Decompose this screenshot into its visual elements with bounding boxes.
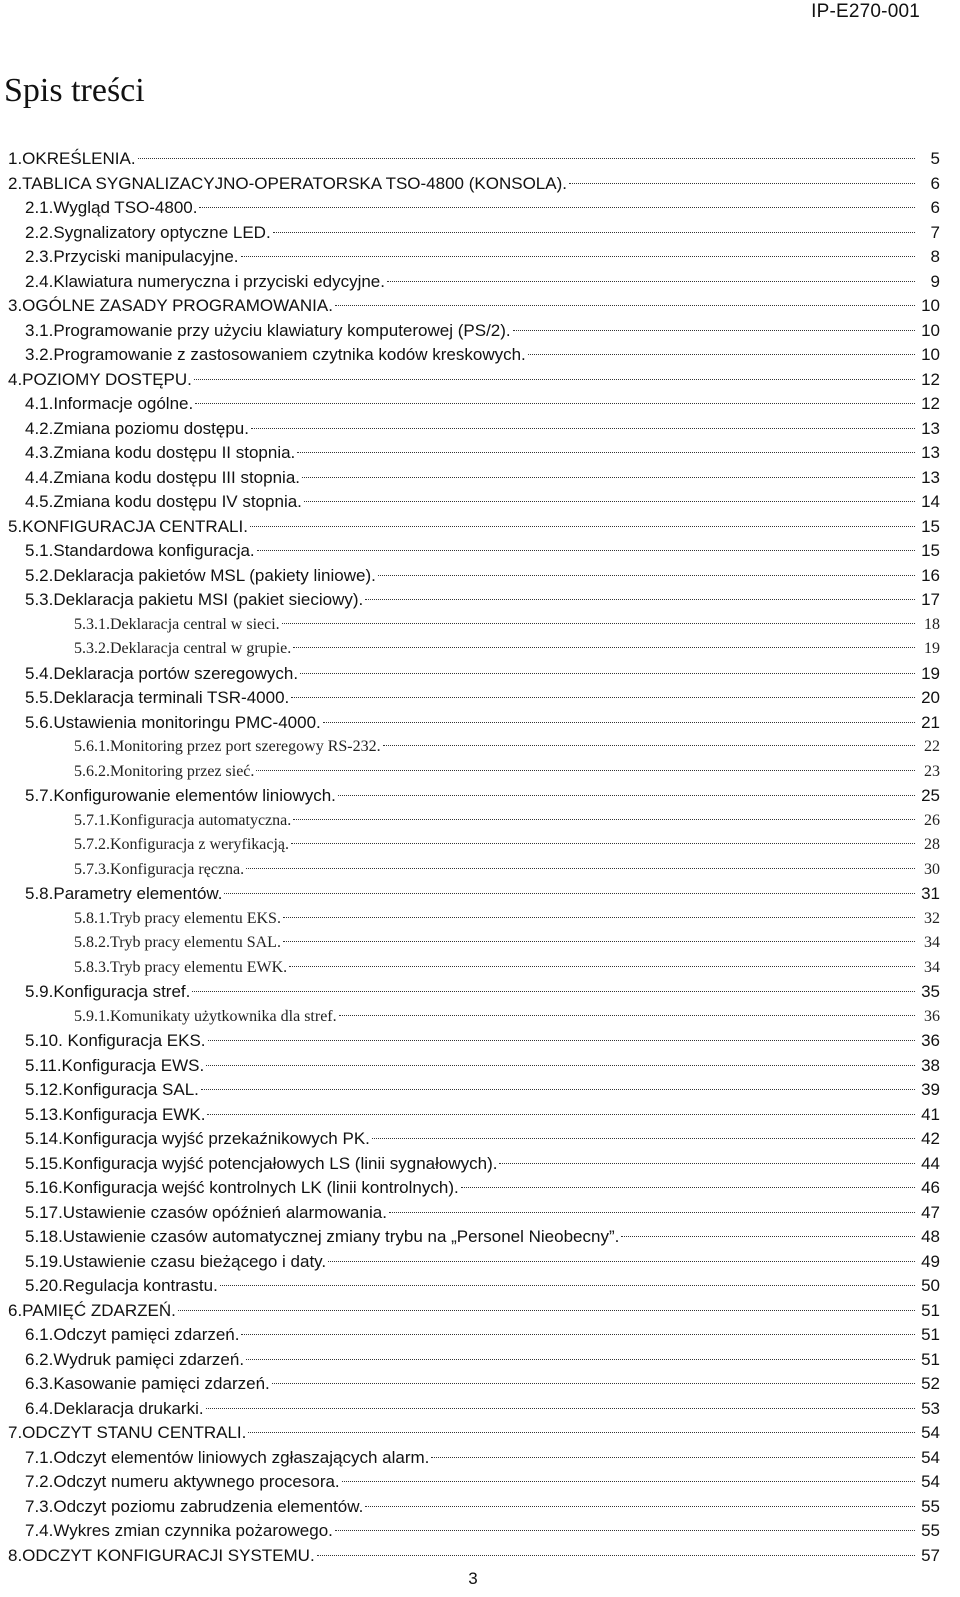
toc-entry[interactable] — [0, 1348, 960, 1373]
toc-entry-page: 36 — [921, 1031, 940, 1050]
toc-entry-label: 5.9.Konfiguracja stref. — [25, 982, 191, 1001]
toc-entry[interactable] — [0, 1274, 960, 1299]
toc-entry[interactable] — [0, 760, 960, 785]
dot-leader — [389, 1212, 915, 1213]
toc-entry-page: 47 — [921, 1202, 940, 1222]
toc-entry-page: 28 — [924, 836, 940, 853]
toc-entry-page: 21 — [921, 712, 940, 732]
toc-entry-label: 1.OKREŚLENIA. — [8, 149, 136, 168]
dot-leader — [138, 158, 915, 159]
toc-entry[interactable] — [0, 735, 960, 760]
toc-entry-label: 7.ODCZYT STANU CENTRALI. — [8, 1423, 247, 1442]
toc-entry-label: 5.9.1.Komunikaty użytkownika dla stref. — [74, 1007, 337, 1025]
dot-leader — [621, 1236, 915, 1237]
toc-entry-label: 5.1.Standardowa konfiguracja. — [25, 541, 255, 560]
toc-entry-label: 2.4.Klawiatura numeryczna i przyciski edycyjne. — [25, 271, 385, 291]
toc-entry-page: 53 — [921, 1398, 940, 1418]
toc-entry-page: 41 — [921, 1104, 940, 1124]
toc-entry-page: 14 — [921, 492, 940, 511]
toc-entry[interactable] — [0, 1152, 960, 1177]
toc-entry[interactable] — [0, 221, 960, 246]
toc-entry-label: 4.2.Zmiana poziomu dostępu. — [25, 418, 249, 438]
dot-leader — [328, 1261, 915, 1262]
toc-entry-label: 5.16.Konfiguracja wejść kontrolnych LK (linii kontrolnych). — [25, 1178, 459, 1197]
dot-leader — [246, 868, 915, 869]
toc-entry[interactable] — [0, 270, 960, 295]
toc-entry[interactable] — [0, 343, 960, 368]
dot-leader — [199, 207, 915, 208]
dot-leader — [335, 305, 915, 306]
toc-entry-label: 4.POZIOMY DOSTĘPU. — [8, 369, 192, 389]
toc-entry[interactable] — [0, 613, 960, 638]
toc-entry-label: 6.3.Kasowanie pamięci zdarzeń. — [25, 1374, 270, 1393]
toc-entry-label: 4.3.Zmiana kodu dostępu II stopnia. — [25, 443, 296, 462]
toc-entry-label: 5.3.Deklaracja pakietu MSI (pakiet sieciowy). — [25, 590, 364, 609]
toc-entry[interactable] — [0, 392, 960, 417]
dot-leader — [195, 403, 915, 404]
dot-leader — [335, 1530, 915, 1531]
toc-entry[interactable] — [0, 1372, 960, 1397]
toc-entry-page: 57 — [921, 1545, 940, 1565]
toc-entry-page: 10 — [921, 296, 940, 315]
toc-entry[interactable] — [0, 539, 960, 564]
dot-leader — [206, 1065, 915, 1066]
toc-entry[interactable] — [0, 637, 960, 662]
toc-entry-page: 9 — [930, 271, 940, 291]
dot-leader — [431, 1457, 915, 1458]
toc-entry-label: 5.KONFIGURACJA CENTRALI. — [8, 516, 248, 536]
toc-entry-label: 8.ODCZYT KONFIGURACJI SYSTEMU. — [8, 1545, 315, 1565]
toc-entry[interactable] — [0, 147, 960, 172]
toc-entry-label: 5.8.Parametry elementów. — [25, 884, 223, 903]
toc-entry-page: 12 — [921, 394, 940, 413]
toc-entry-page: 39 — [921, 1080, 940, 1099]
toc-entry-page: 13 — [921, 467, 940, 487]
toc-entry-label: 5.6.Ustawienia monitoringu PMC-4000. — [25, 712, 321, 732]
toc-entry-label: 5.8.3.Tryb pracy elementu EWK. — [74, 958, 288, 976]
dot-leader — [178, 1310, 915, 1311]
toc-entry-page: 51 — [921, 1325, 940, 1344]
toc-entry[interactable] — [0, 1544, 960, 1569]
dot-leader — [206, 1408, 915, 1409]
toc-entry-page: 19 — [921, 663, 940, 683]
dot-leader — [283, 917, 915, 918]
toc-entry[interactable] — [0, 1201, 960, 1226]
toc-entry-page: 36 — [924, 1007, 940, 1025]
toc-entry[interactable] — [0, 319, 960, 344]
dot-leader — [282, 623, 915, 624]
toc-entry-label: 5.20.Regulacja kontrastu. — [25, 1276, 218, 1295]
dot-leader — [201, 1089, 915, 1090]
toc-entry-label: 5.15.Konfiguracja wyjść potencjałowych LS (linii sygnałowych). — [25, 1153, 498, 1173]
dot-leader — [304, 501, 915, 502]
toc-title: Spis treści — [4, 72, 145, 109]
dot-leader — [365, 599, 915, 600]
toc-entry-label: 5.7.3.Konfiguracja ręczna. — [74, 860, 245, 878]
toc-entry-page: 46 — [921, 1178, 940, 1197]
dot-leader — [220, 1285, 915, 1286]
dot-leader — [246, 1359, 915, 1360]
dot-leader — [283, 941, 915, 942]
toc-entry-page: 20 — [921, 688, 940, 707]
toc-entry-page: 12 — [921, 369, 940, 389]
toc-entry[interactable] — [0, 1078, 960, 1103]
toc-entry-page: 30 — [924, 860, 940, 878]
dot-leader — [272, 1383, 915, 1384]
toc-entry[interactable] — [0, 466, 960, 491]
dot-leader — [499, 1163, 915, 1164]
toc-entry-label: 5.18.Ustawienie czasów automatycznej zmiany trybu na „Personel Nieobecny”. — [25, 1227, 620, 1246]
toc-entry-page: 48 — [921, 1227, 940, 1246]
toc-entry-label: 4.5.Zmiana kodu dostępu IV stopnia. — [25, 492, 302, 511]
toc-entry-label: 5.19.Ustawienie czasu bieżącego i daty. — [25, 1251, 327, 1271]
toc-entry[interactable] — [0, 1176, 960, 1201]
toc-entry-label: 7.2.Odczyt numeru aktywnego procesora. — [25, 1472, 340, 1491]
toc-entry-label: 5.14.Konfiguracja wyjść przekaźnikowych PK. — [25, 1129, 370, 1148]
toc-entry-page: 44 — [921, 1153, 940, 1173]
toc-entry-page: 17 — [921, 590, 940, 609]
dot-leader — [378, 575, 915, 576]
toc-entry-label: 5.3.1.Deklaracja central w sieci. — [74, 615, 280, 633]
toc-entry-page: 54 — [921, 1472, 940, 1491]
toc-entry-label: 5.5.Deklaracja terminali TSR-4000. — [25, 688, 290, 707]
dot-leader — [293, 647, 915, 648]
dot-leader — [289, 966, 915, 967]
dot-leader — [256, 770, 915, 771]
dot-leader — [250, 526, 915, 527]
toc-entry-label: 5.7.Konfigurowanie elementów liniowych. — [25, 786, 336, 805]
table-of-contents — [0, 147, 960, 1568]
toc-entry-page: 51 — [921, 1300, 940, 1320]
toc-entry-label: 5.4.Deklaracja portów szeregowych. — [25, 663, 299, 683]
toc-entry[interactable] — [0, 882, 960, 907]
dot-leader — [251, 428, 915, 429]
dot-leader — [528, 354, 915, 355]
toc-entry-page: 10 — [921, 345, 940, 364]
toc-entry-label: 5.12.Konfiguracja SAL. — [25, 1080, 199, 1099]
toc-entry-page: 55 — [921, 1496, 940, 1516]
toc-entry[interactable] — [0, 1299, 960, 1324]
toc-entry[interactable] — [0, 1029, 960, 1054]
toc-entry-label: 2.2.Sygnalizatory optyczne LED. — [25, 222, 271, 242]
dot-leader — [339, 1015, 915, 1016]
toc-entry-page: 6 — [930, 198, 940, 217]
toc-entry[interactable] — [0, 564, 960, 589]
dot-leader — [297, 452, 915, 453]
document-code: IP-E270-001 — [811, 1, 920, 22]
toc-entry-label: 6.4.Deklaracja drukarki. — [25, 1398, 204, 1418]
toc-entry-label: 3.2.Programowanie z zastosowaniem czytnika kodów kreskowych. — [25, 345, 526, 364]
toc-entry[interactable] — [0, 1470, 960, 1495]
toc-entry[interactable] — [0, 1127, 960, 1152]
toc-entry[interactable] — [0, 1323, 960, 1348]
toc-entry-label: 5.11.Konfiguracja EWS. — [25, 1055, 205, 1075]
toc-entry-page: 23 — [924, 762, 940, 780]
toc-entry[interactable] — [0, 1397, 960, 1422]
dot-leader — [302, 477, 915, 478]
toc-entry[interactable] — [0, 662, 960, 687]
toc-entry-page: 15 — [921, 516, 940, 536]
toc-entry-page: 38 — [921, 1055, 940, 1075]
dot-leader — [323, 722, 915, 723]
toc-entry[interactable] — [0, 1446, 960, 1471]
toc-entry-label: 5.13.Konfiguracja EWK. — [25, 1104, 206, 1124]
toc-entry-page: 51 — [921, 1349, 940, 1369]
toc-entry-label: 5.6.2.Monitoring przez sieć. — [74, 762, 255, 780]
toc-entry-label: 3.OGÓLNE ZASADY PROGRAMOWANIA. — [8, 296, 333, 315]
toc-entry-page: 7 — [930, 222, 940, 242]
toc-entry-label: 2.TABLICA SYGNALIZACYJNO-OPERATORSKA TSO-4800 (KONSOLA). — [8, 173, 567, 193]
dot-leader — [291, 843, 915, 844]
toc-entry-page: 16 — [921, 565, 940, 585]
dot-leader — [257, 550, 915, 551]
toc-entry-label: 4.4.Zmiana kodu dostępu III stopnia. — [25, 467, 301, 487]
toc-entry-label: 7.1.Odczyt elementów liniowych zgłaszających alarm. — [25, 1447, 430, 1467]
toc-entry[interactable] — [0, 196, 960, 221]
page-number: 3 — [468, 1569, 478, 1588]
dot-leader — [291, 697, 915, 698]
toc-entry-label: 6.PAMIĘĆ ZDARZEŃ. — [8, 1300, 176, 1320]
toc-entry[interactable] — [0, 1005, 960, 1030]
toc-entry-label: 5.7.2.Konfiguracja z weryfikacją. — [74, 836, 290, 853]
toc-entry-page: 19 — [924, 640, 940, 657]
toc-entry[interactable] — [0, 711, 960, 736]
toc-entry[interactable] — [0, 686, 960, 711]
toc-entry[interactable] — [0, 245, 960, 270]
toc-entry[interactable] — [0, 1495, 960, 1520]
toc-entry[interactable] — [0, 294, 960, 319]
dot-leader — [372, 1138, 915, 1139]
toc-entry-page: 18 — [924, 615, 940, 633]
toc-entry-page: 6 — [930, 173, 940, 193]
toc-entry-label: 6.1.Odczyt pamięci zdarzeń. — [25, 1325, 240, 1344]
toc-entry[interactable] — [0, 809, 960, 834]
dot-leader — [208, 1040, 915, 1041]
dot-leader — [365, 1506, 915, 1507]
toc-entry-page: 25 — [921, 786, 940, 805]
toc-entry-label: 5.2.Deklaracja pakietów MSL (pakiety liniowe). — [25, 565, 376, 585]
toc-entry-label: 5.7.1.Konfiguracja automatyczna. — [74, 811, 292, 829]
toc-entry-page: 8 — [930, 247, 940, 266]
dot-leader — [241, 1334, 915, 1335]
toc-entry-page: 5 — [930, 149, 940, 168]
toc-entry-page: 34 — [924, 958, 940, 976]
toc-entry-page: 10 — [921, 320, 940, 340]
dot-leader — [461, 1187, 915, 1188]
toc-entry[interactable] — [0, 515, 960, 540]
toc-entry[interactable] — [0, 956, 960, 981]
toc-entry[interactable] — [0, 1421, 960, 1446]
toc-entry-page: 42 — [921, 1129, 940, 1148]
dot-leader — [383, 745, 915, 746]
dot-leader — [513, 330, 915, 331]
toc-entry[interactable] — [0, 1225, 960, 1250]
toc-entry[interactable] — [0, 441, 960, 466]
dot-leader — [569, 183, 915, 184]
dot-leader — [317, 1555, 915, 1556]
toc-entry[interactable] — [0, 907, 960, 932]
toc-entry[interactable] — [0, 931, 960, 956]
toc-entry-label: 5.10. Konfiguracja EKS. — [25, 1031, 206, 1050]
toc-entry-page: 13 — [921, 443, 940, 462]
toc-entry[interactable] — [0, 980, 960, 1005]
toc-entry[interactable] — [0, 368, 960, 393]
toc-entry-page: 55 — [921, 1521, 940, 1540]
toc-entry[interactable] — [0, 1054, 960, 1079]
toc-entry[interactable] — [0, 417, 960, 442]
toc-entry[interactable] — [0, 1103, 960, 1128]
dot-leader — [338, 795, 915, 796]
toc-entry[interactable] — [0, 588, 960, 613]
toc-entry[interactable] — [0, 172, 960, 197]
toc-entry-page: 13 — [921, 418, 940, 438]
toc-entry-page: 22 — [924, 738, 940, 755]
dot-leader — [342, 1481, 915, 1482]
toc-entry-page: 50 — [921, 1276, 940, 1295]
dot-leader — [387, 281, 915, 282]
toc-entry-label: 6.2.Wydruk pamięci zdarzeń. — [25, 1349, 245, 1369]
toc-entry-page: 31 — [921, 884, 940, 903]
toc-entry-page: 54 — [921, 1447, 940, 1467]
toc-entry-label: 7.3.Odczyt poziomu zabrudzenia elementów. — [25, 1496, 364, 1516]
dot-leader — [241, 256, 915, 257]
toc-entry[interactable] — [0, 833, 960, 858]
toc-entry-page: 32 — [924, 909, 940, 927]
toc-entry[interactable] — [0, 1250, 960, 1275]
dot-leader — [248, 1432, 915, 1433]
toc-entry-label: 3.1.Programowanie przy użyciu klawiatury komputerowej (PS/2). — [25, 320, 511, 340]
toc-entry-label: 2.1.Wygląd TSO-4800. — [25, 198, 198, 217]
dot-leader — [300, 673, 915, 674]
toc-entry-page: 54 — [921, 1423, 940, 1442]
toc-entry-label: 2.3.Przyciski manipulacyjne. — [25, 247, 239, 266]
toc-entry-page: 34 — [924, 934, 940, 951]
toc-entry-label: 4.1.Informacje ogólne. — [25, 394, 194, 413]
dot-leader — [207, 1114, 915, 1115]
toc-entry-label: 5.8.1.Tryb pracy elementu EKS. — [74, 909, 281, 927]
toc-entry[interactable] — [0, 1519, 960, 1544]
dot-leader — [192, 991, 915, 992]
toc-entry[interactable] — [0, 858, 960, 883]
toc-entry-page: 35 — [921, 982, 940, 1001]
toc-entry-page: 15 — [921, 541, 940, 560]
toc-entry[interactable] — [0, 490, 960, 515]
dot-leader — [293, 819, 915, 820]
toc-entry[interactable] — [0, 784, 960, 809]
toc-entry-label: 5.6.1.Monitoring przez port szeregowy RS-232. — [74, 738, 381, 755]
toc-entry-page: 52 — [921, 1374, 940, 1393]
toc-entry-label: 7.4.Wykres zmian czynnika pożarowego. — [25, 1521, 333, 1540]
toc-entry-label: 5.8.2.Tryb pracy elementu SAL. — [74, 934, 281, 951]
toc-entry-page: 49 — [921, 1251, 940, 1271]
dot-leader — [273, 232, 915, 233]
toc-entry-label: 5.17.Ustawienie czasów opóźnień alarmowania. — [25, 1202, 387, 1222]
dot-leader — [194, 379, 915, 380]
toc-entry-label: 5.3.2.Deklaracja central w grupie. — [74, 640, 292, 657]
toc-entry-page: 26 — [924, 811, 940, 829]
dot-leader — [224, 893, 915, 894]
